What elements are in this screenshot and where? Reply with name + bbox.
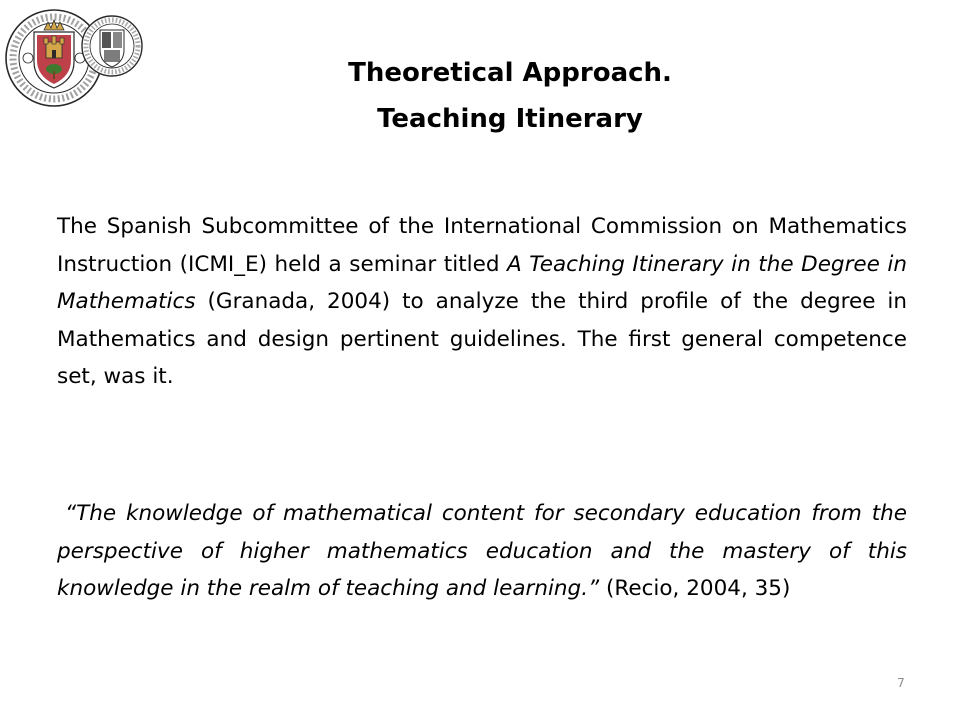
title-line-2: Teaching Itinerary	[377, 104, 643, 134]
seminar-title: A Teaching Itinerary in the Degree in Mathematics	[57, 251, 908, 315]
paragraph-1-rest: (Granada, 2004) to analyze the third profile of the degree in Mathematics and design pertinent guidelines. The first general competence set, was it.	[57, 289, 907, 390]
body-paragraph-2	[57, 495, 907, 608]
citation: (Recio, 2004, 35)	[599, 576, 791, 602]
title-line-1: Theoretical Approach.	[348, 58, 672, 88]
university-seal-logo	[4, 2, 144, 118]
slide-title	[260, 50, 760, 142]
quotation: “The knowledge of mathematical content for secondary education from the perspective of higher mathematics education and the mastery of this knowledge in the realm of teaching and learning.”	[57, 501, 907, 602]
paragraph-1-intro: The Spanish Subcommittee of the International Commission on Mathematics Instruction (ICMI_E) held a seminar titled	[57, 214, 907, 277]
seal-right-emblem	[82, 16, 142, 76]
page-number: 7	[897, 676, 905, 690]
body-paragraph-1	[57, 208, 907, 396]
